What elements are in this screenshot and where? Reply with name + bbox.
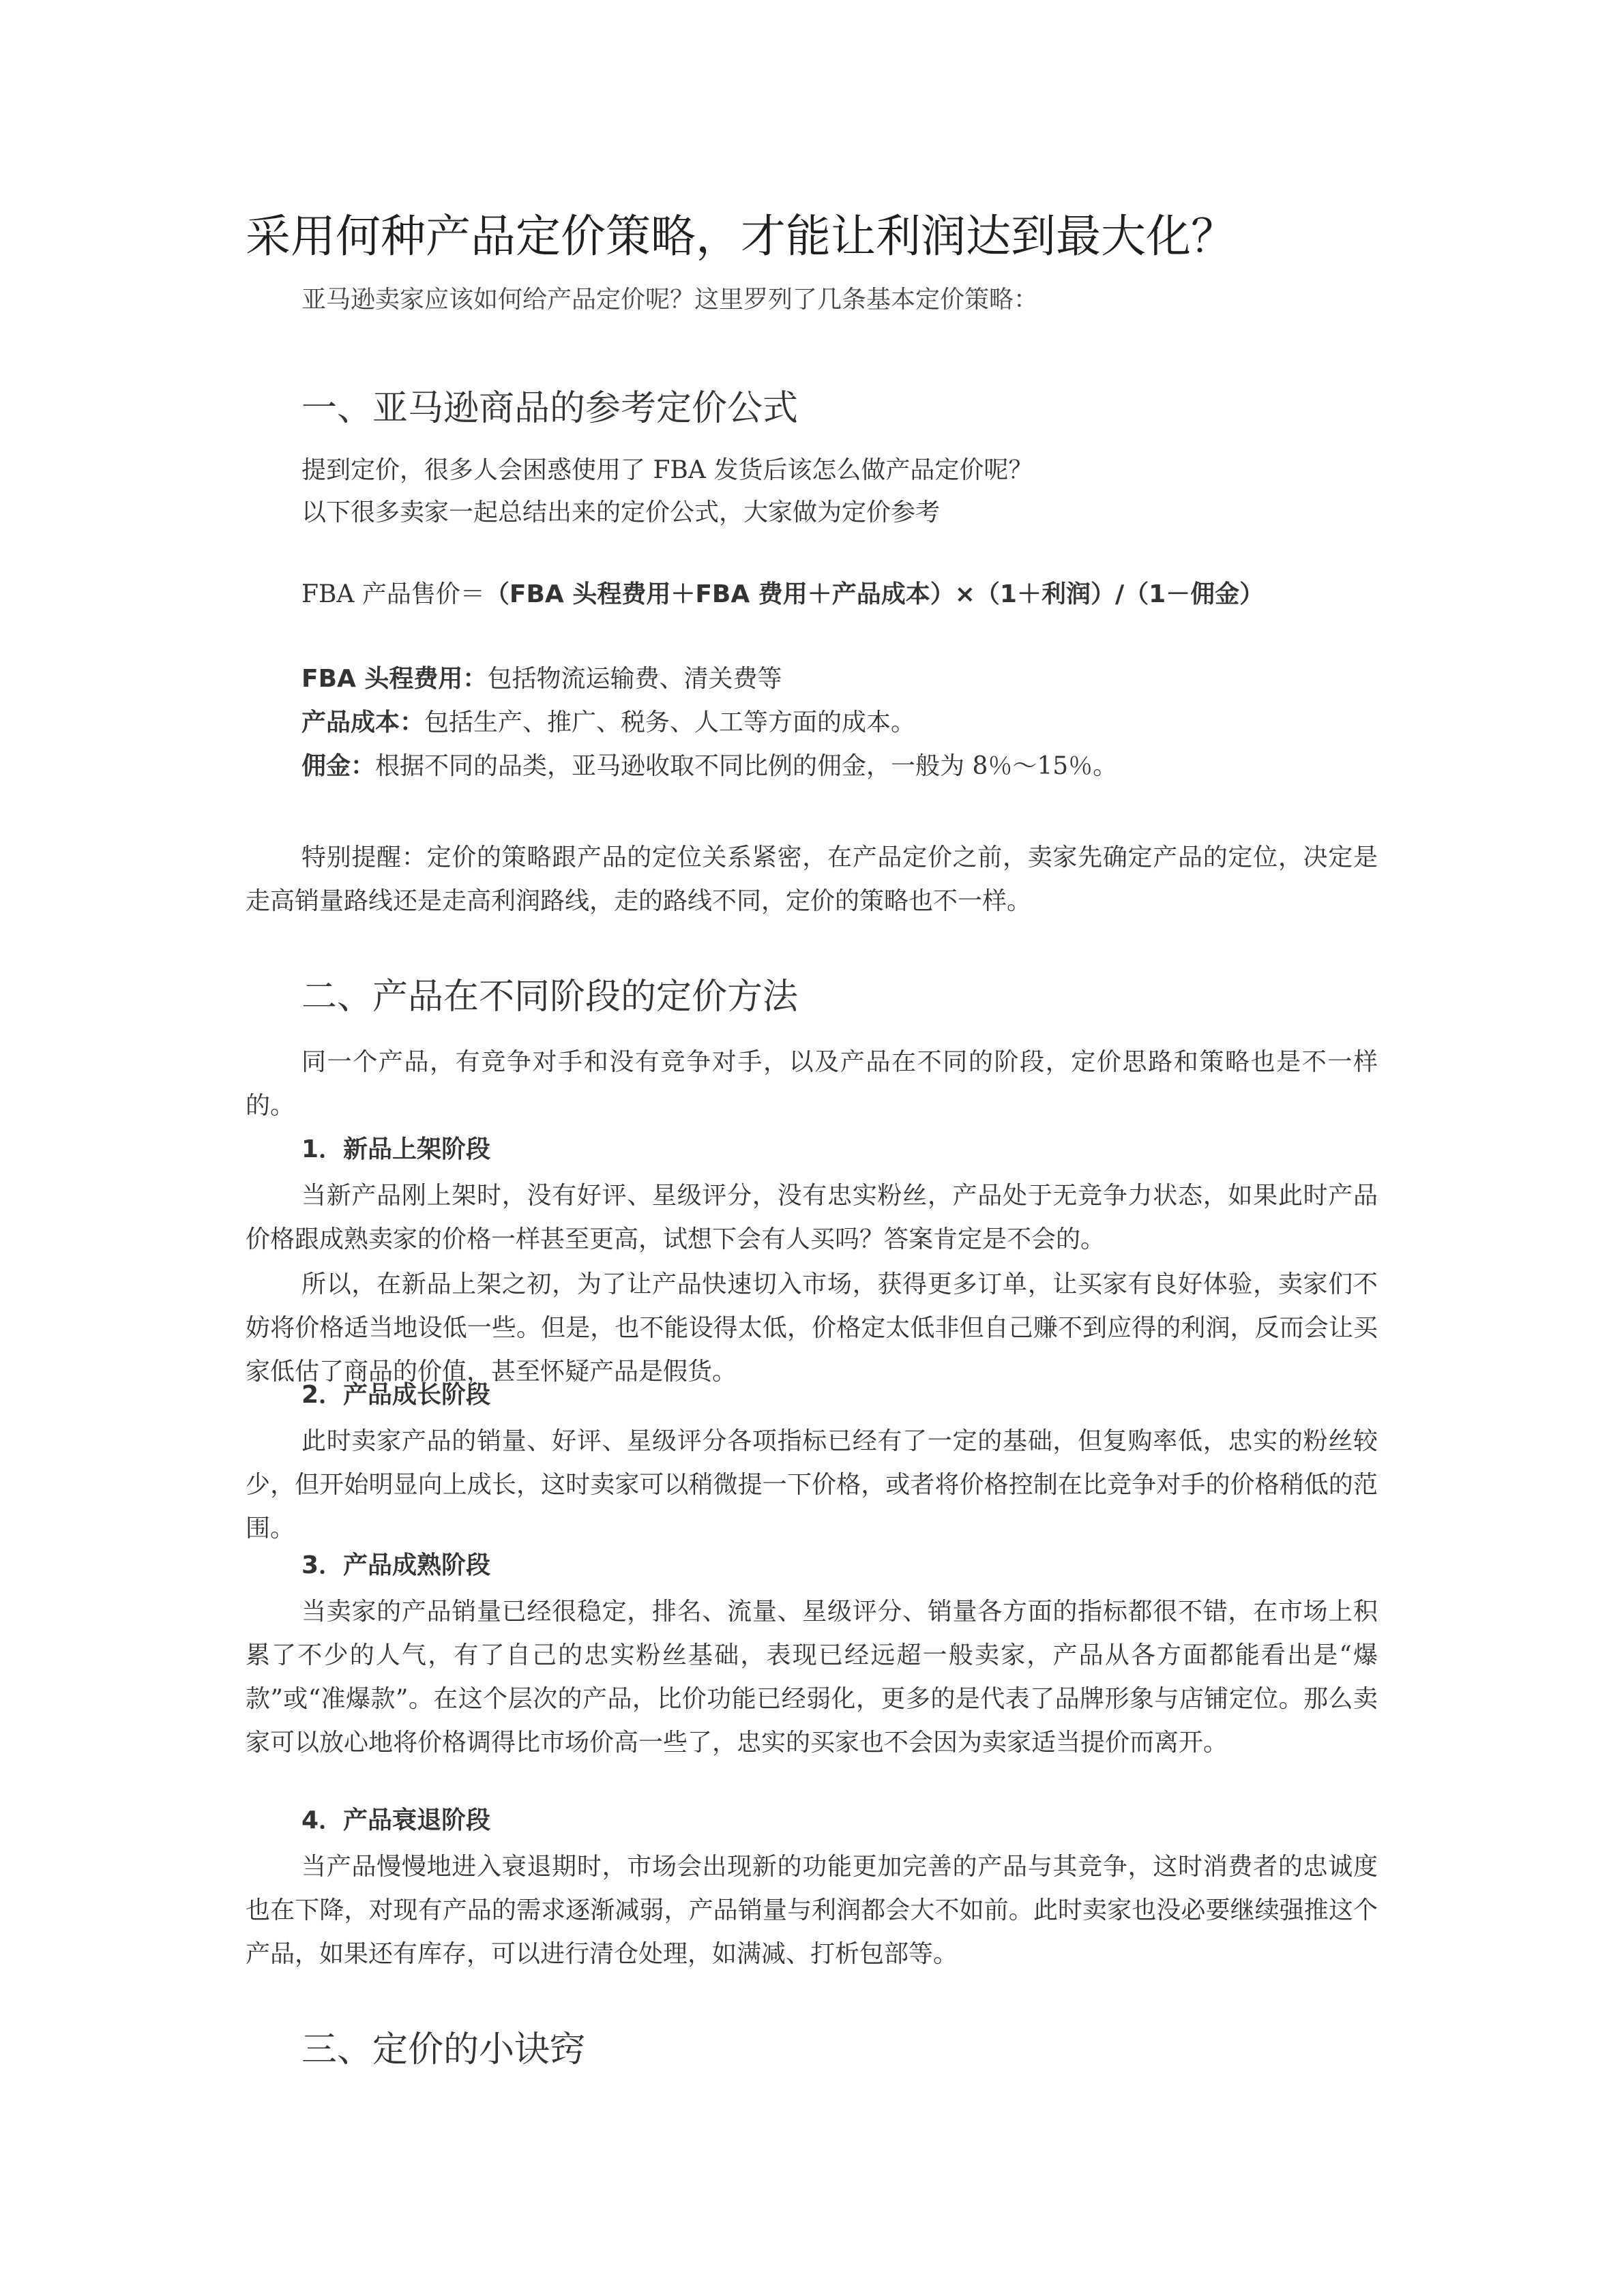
page-title: 采用何种产品定价策略，才能让利润达到最大化？ [246, 210, 1236, 263]
section1-line2: 以下很多卖家一起总结出来的定价公式，大家做为定价参考 [301, 498, 941, 526]
definition-commission [301, 746, 1117, 787]
pricing-formula [301, 574, 1264, 615]
section3-heading: 三、定价的小诀窍 [301, 2029, 586, 2070]
stage1-title: 1．新品上架阶段 [301, 1135, 491, 1163]
stage3-title: 3．产品成熟阶段 [301, 1551, 491, 1579]
section1-line1: 提到定价，很多人会困惑使用了 FBA 发货后该怎么做产品定价呢？ [301, 456, 1033, 484]
section2-heading: 二、产品在不同阶段的定价方法 [301, 976, 799, 1017]
definition-commission-text: 根据不同的品类，亚马逊收取不同比例的佣金，一般为 8％～15％。 [375, 752, 1118, 780]
section2-intro: 同一个产品，有竞争对手和没有竞争对手，以及产品在不同的阶段，定价思路和策略也是不一样的。 [246, 1048, 1378, 1120]
stage1-paragraph1: 当新产品刚上架时，没有好评、星级评分，没有忠实粉丝，产品处于无竞争力状态，如果此时产品价格跟成熟卖家的价格一样甚至更高，试想下会有人买吗？答案肯定是不会的。 [246, 1182, 1378, 1253]
definition-cost-label: 产品成本： [301, 709, 425, 736]
stage2-paragraph: 此时卖家产品的销量、好评、星级评分各项指标已经有了一定的基础，但复购率低，忠实的粉丝较少，但开始明显向上成长，这时卖家可以稍微提一下价格，或者将价格控制在比竞争对手的价格稍低的范围。 [246, 1427, 1378, 1542]
reminder-paragraph: 特别提醒：定价的策略跟产品的定位关系紧密，在产品定价之前，卖家先确定产品的定位，决定是走高销量路线还是走高利润路线，走的路线不同，定价的策略也不一样。 [246, 844, 1378, 915]
definition-shipping [301, 659, 782, 700]
definition-commission-label: 佣金： [301, 752, 376, 780]
definition-cost [301, 702, 915, 743]
definition-cost-text: 包括生产、推广、税务、人工等方面的成本。 [424, 709, 916, 736]
stage2-title: 2．产品成长阶段 [301, 1381, 491, 1409]
definition-shipping-text: 包括物流运输费、清关费等 [487, 665, 782, 693]
formula-body: （FBA 头程费用＋FBA 费用＋产品成本）×（1＋利润）/（1－佣金） [484, 580, 1265, 608]
section1-heading: 一、亚马逊商品的参考定价公式 [301, 388, 799, 429]
stage3-paragraph: 当卖家的产品销量已经很稳定，排名、流量、星级评分、销量各方面的指标都很不错，在市场上积累了不少的人气，有了自己的忠实粉丝基础，表现已经远超一般卖家，产品从各方面都能看出是“爆款”或“准爆款”。在这个层次的产品，比价功能已经弱化，更多的是代表了品牌形象与店铺定位。那么卖家可以放心地将价格调得比市场价高一些了，忠实的买家也不会因为卖家适当提价而离开。 [246, 1598, 1378, 1757]
stage1-paragraph2: 所以，在新品上架之初，为了让产品快速切入市场，获得更多订单，让买家有良好体验，卖家们不妨将价格适当地设低一些。但是，也不能设得太低，价格定太低非但自己赚不到应得的利润，反而会让买家低估了商品的价值，甚至怀疑产品是假货。 [246, 1270, 1378, 1386]
intro-text: 亚马逊卖家应该如何给产品定价呢？这里罗列了几条基本定价策略： [301, 286, 1039, 314]
definition-shipping-label: FBA 头程费用： [301, 665, 488, 693]
stage4-title: 4．产品衰退阶段 [301, 1806, 491, 1834]
stage4-paragraph: 当产品慢慢地进入衰退期时，市场会出现新的功能更加完善的产品与其竞争，这时消费者的忠诚度也在下降，对现有产品的需求逐渐减弱，产品销量与利润都会大不如前。此时卖家也没必要继续强推这个产品，如果还有库存，可以进行清仓处理，如满减、打析包部等。 [246, 1853, 1378, 1968]
formula-prefix: FBA 产品售价＝ [301, 580, 485, 608]
